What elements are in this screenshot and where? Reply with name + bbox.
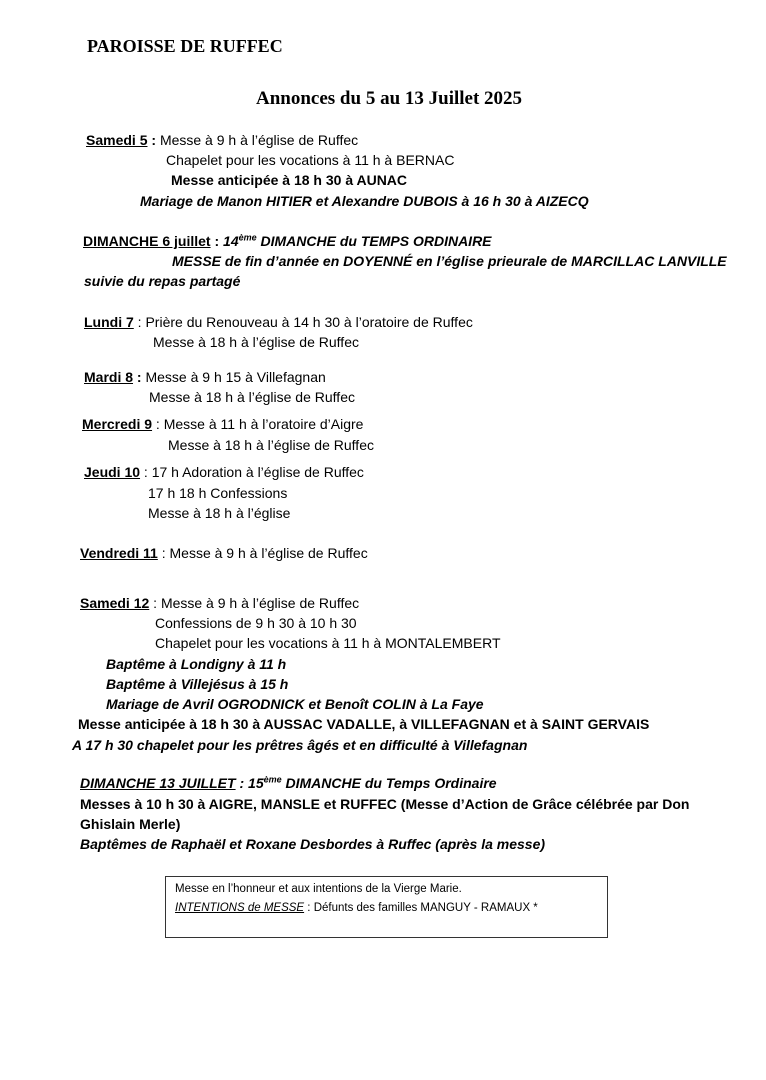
event-text: Messe anticipée à 18 h 30 à AUSSAC VADALLE, à VILLEFAGNAN et à SAINT GERVAIS [78, 716, 650, 732]
mass-intentions-box [165, 876, 608, 938]
day-line-sun13 [80, 774, 497, 792]
day-line-mon7 [84, 313, 473, 331]
parish-title: PAROISSE DE RUFFEC [87, 36, 283, 56]
event-text: Chapelet pour les vocations à 11 h à BERNAC [166, 152, 455, 168]
event-text: Mariage de Avril OGRODNICK et Benoît COLIN à La Faye [106, 696, 484, 712]
event-text: Confessions de 9 h 30 à 10 h 30 [155, 615, 357, 631]
day-label-sun13: DIMANCHE 13 JUILLET [80, 775, 236, 791]
sunday-number: 14 [223, 233, 239, 249]
note-intentions-line [175, 902, 538, 914]
day-label-wed9: Mercredi 9 [82, 416, 153, 432]
day-label-tue8: Mardi 8 [84, 369, 134, 385]
day-line-sat12 [80, 594, 359, 612]
event-text: Messe à 9 h à l’église de Ruffec [160, 595, 360, 611]
sunday-ordinal: ème [263, 774, 282, 785]
day-line-sun6 [83, 232, 492, 250]
event-text: Baptêmes de Raphaël et Roxane Desbordes à Ruffec (après la messe) [80, 836, 546, 852]
day-sep: : [140, 464, 152, 480]
day-sep: : [210, 233, 224, 249]
event-text: Messe anticipée à 18 h 30 à AUNAC [171, 172, 408, 188]
event-text: 17 h Adoration à l’église de Ruffec [151, 464, 364, 480]
event-text: Ghislain Merle) [80, 816, 181, 832]
event-text: Messe à 18 h à l’église [148, 505, 291, 521]
event-text: Prière du Renouveau à 14 h 30 à l’oratoire de Ruffec [145, 314, 473, 330]
event-text: Baptême à Londigny à 11 h [106, 656, 287, 672]
intentions-label: INTENTIONS de MESSE [175, 902, 305, 914]
event-text: Messe à 18 h à l’église de Ruffec [149, 389, 355, 405]
day-line-sat5 [86, 131, 358, 149]
event-text: Messe à 18 h à l’église de Ruffec [153, 334, 359, 350]
event-text: Baptême à Villejésus à 15 h [106, 676, 289, 692]
event-text: A 17 h 30 chapelet pour les prêtres âgés et en difficulté à Villefagnan [72, 737, 528, 753]
day-line-tue8 [84, 368, 326, 386]
day-line-wed9 [82, 415, 363, 433]
event-text: Messe à 11 h à l’oratoire d’Aigre [163, 416, 364, 432]
sunday-ordinal: ème [238, 232, 257, 243]
event-text: 17 h 18 h Confessions [148, 485, 288, 501]
announcements-title: Annonces du 5 au 13 Juillet 2025 [256, 88, 523, 109]
day-sep: : [152, 416, 164, 432]
event-text: Messe à 9 h à l’église de Ruffec [159, 132, 359, 148]
event-text: MESSE de fin d’année en DOYENNÉ en l’église prieurale de MARCILLAC LANVILLE [172, 253, 727, 269]
event-text: Messe à 9 h à l’église de Ruffec [169, 545, 368, 561]
sunday-name: DIMANCHE du Temps Ordinaire [281, 775, 497, 791]
day-label-sun6: DIMANCHE 6 juillet [83, 233, 211, 249]
event-text: Mariage de Manon HITIER et Alexandre DUBOIS à 16 h 30 à AIZECQ [140, 193, 589, 209]
day-label-mon7: Lundi 7 [84, 314, 134, 330]
event-text: suivie du repas partagé [84, 273, 241, 289]
day-line-thu10 [84, 463, 364, 481]
intentions-sep: : [304, 902, 314, 914]
day-sep: : [157, 545, 170, 561]
day-label-sat5: Samedi 5 [86, 132, 148, 148]
day-sep: : [149, 595, 161, 611]
day-label-thu10: Jeudi 10 [84, 464, 141, 480]
event-text: Messes à 10 h 30 à AIGRE, MANSLE et RUFFEC (Messe d’Action de Grâce célébrée par Don [80, 796, 690, 812]
day-sep: : [235, 775, 249, 791]
day-label-sat12: Samedi 12 [80, 595, 150, 611]
day-label-fri11: Vendredi 11 [80, 545, 158, 561]
day-sep: : [133, 369, 146, 385]
event-text: Chapelet pour les vocations à 11 h à MONTALEMBERT [155, 635, 501, 651]
note-line: Messe en l’honneur et aux intentions de la Vierge Marie. [175, 883, 462, 895]
sunday-number: 15 [248, 775, 264, 791]
day-sep: : [133, 314, 146, 330]
event-text: Messe à 18 h à l’église de Ruffec [168, 437, 374, 453]
day-line-fri11 [80, 544, 368, 562]
intentions-text: Défunts des familles MANGUY - RAMAUX * [313, 902, 538, 914]
day-sep: : [147, 132, 160, 148]
sunday-name: DIMANCHE du TEMPS ORDINAIRE [256, 233, 492, 249]
event-text: Messe à 9 h 15 à Villefagnan [145, 369, 326, 385]
